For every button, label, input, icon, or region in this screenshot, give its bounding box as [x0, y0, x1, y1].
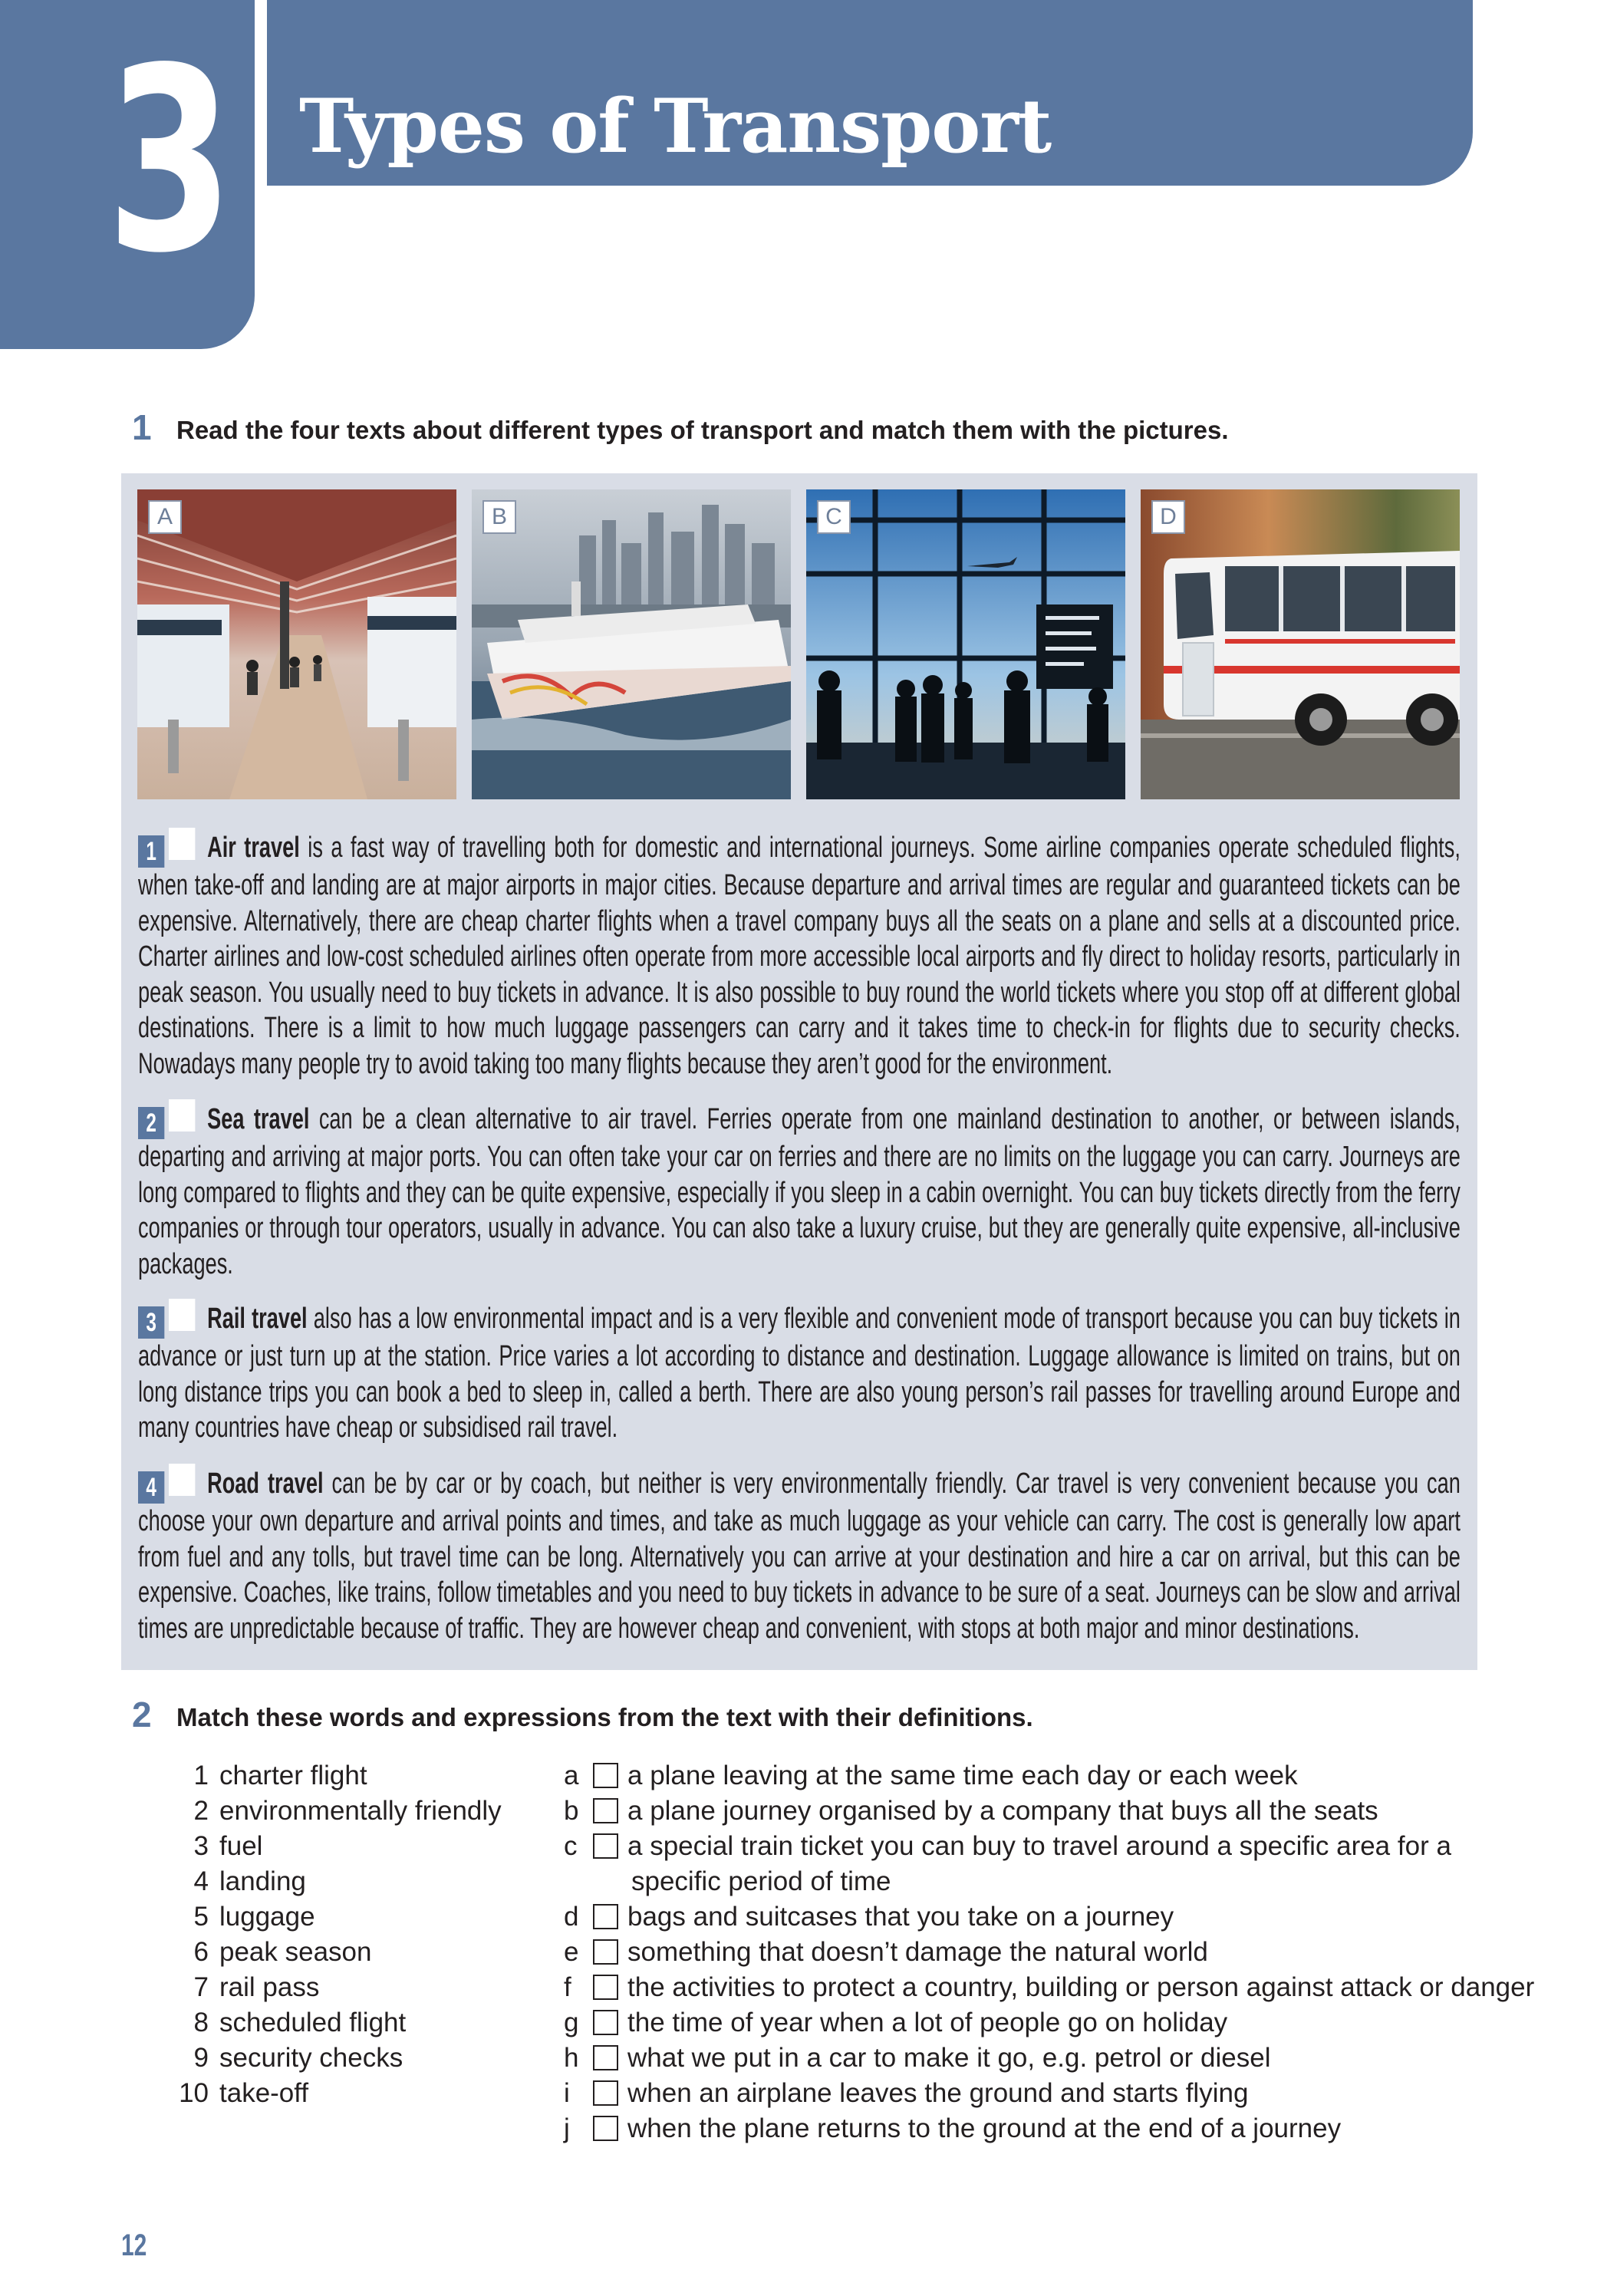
answer-checkbox[interactable]	[593, 1798, 618, 1823]
text-4-number: 4	[138, 1471, 164, 1504]
answer-checkbox[interactable]	[593, 2010, 618, 2035]
page-number: 12	[121, 2228, 147, 2262]
picture-label-c: C	[817, 500, 851, 534]
text-1-answer-box[interactable]	[169, 828, 195, 860]
coach-image	[1141, 489, 1460, 799]
answer-checkbox[interactable]	[593, 1763, 618, 1788]
text-1-keyword: Air travel	[207, 832, 300, 864]
answer-checkbox[interactable]	[593, 2045, 618, 2070]
text-2-body: can be a clean alternative to air travel. Ferries operate from one mainland destination to another, or between islands, departing and arriving at major ports. You can often take your car on ferries and there are no limits on the luggage you can carry. Journeys are long compared to flights and they can be quite expensive, especially if you sleep in a cabin overnight. You can buy tickets directly from the ferry companies or through tour operators, usually in advance. You can also take a luxury cruise, but they are generally quite expensive, all-inclusive packages.	[138, 1103, 1461, 1280]
text-4	[138, 1464, 1461, 1646]
station-image	[137, 489, 456, 799]
answer-checkbox[interactable]	[593, 2116, 618, 2141]
answer-checkbox[interactable]	[593, 1833, 618, 1859]
picture-a	[137, 489, 456, 799]
picture-label-d: D	[1151, 500, 1185, 534]
answer-checkbox[interactable]	[593, 1904, 618, 1929]
word-item: 8 scheduled flight	[193, 2008, 407, 2037]
picture-c	[806, 489, 1125, 799]
text-3-answer-box[interactable]	[169, 1299, 195, 1331]
answer-checkbox[interactable]	[593, 2080, 618, 2106]
text-2	[138, 1099, 1461, 1282]
unit-title: Types of Transport	[299, 83, 1052, 170]
definition-item: g the time of year when a lot of people go on holiday	[564, 2008, 1228, 2037]
word-item: 5 luggage	[193, 1902, 315, 1932]
definition-item: f the activities to protect a country, building or person against attack or danger	[564, 1972, 1535, 2002]
exercise-1-instruction: Read the four texts about different types of transport and match them with the pictures.	[176, 416, 1229, 444]
definition-item: d bags and suitcases that you take on a journey	[564, 1902, 1174, 1932]
exercise-2-instruction: Match these words and expressions from the text with their definitions.	[176, 1703, 1033, 1731]
exercise-1-number: 1	[132, 407, 152, 447]
word-item: 3 fuel	[193, 1831, 263, 1861]
answer-checkbox[interactable]	[593, 1975, 618, 2000]
definition-item: i when an airplane leaves the ground and starts flying	[564, 2078, 1249, 2108]
airport-image	[806, 489, 1125, 799]
word-item: 10 take-off	[179, 2078, 309, 2108]
word-item: 1 charter flight	[193, 1761, 367, 1790]
text-3	[138, 1299, 1461, 1446]
definition-item: b a plane journey organised by a company that buys all the seats	[564, 1796, 1378, 1826]
word-item: 9 security checks	[193, 2043, 403, 2073]
definition-item: e something that doesn’t damage the natural world	[564, 1937, 1208, 1967]
ship-image	[472, 489, 791, 799]
picture-d	[1141, 489, 1460, 799]
word-item: 2 environmentally friendly	[193, 1796, 502, 1826]
text-1-number: 1	[138, 835, 164, 868]
definition-continuation: specific period of time	[631, 1866, 891, 1896]
picture-label-a: A	[148, 500, 182, 534]
text-2-answer-box[interactable]	[169, 1099, 195, 1132]
definition-item: c a special train ticket you can buy to travel around a specific area for a	[564, 1831, 1451, 1861]
text-4-answer-box[interactable]	[169, 1464, 195, 1496]
unit-number: 3	[107, 14, 229, 308]
picture-label-b: B	[482, 500, 516, 534]
text-3-number: 3	[138, 1306, 164, 1339]
answer-checkbox[interactable]	[593, 1939, 618, 1965]
definition-item: h what we put in a car to make it go, e.g. petrol or diesel	[564, 2043, 1271, 2073]
picture-b	[472, 489, 791, 799]
exercise-2-number: 2	[132, 1695, 152, 1734]
text-2-keyword: Sea travel	[207, 1103, 310, 1135]
text-4-body: can be by car or by coach, but neither is very environmentally friendly. Car travel is very convenient because you can choose your own departure and arrival points and times, and take as much luggage as your vehicle can carry. The cost is generally low apart from fuel and any tolls, but travel time can be long. Alternatively you can arrive at your destination and hire a car on arrival, but this can be expensive. Coaches, like trains, follow timetables and you need to buy tickets in advance to be sure of a seat. Journeys can be slow and arrival times are unpredictable because of traffic. They are however cheap and convenient, with stops at both major and minor destinations.	[138, 1468, 1461, 1645]
word-item: 4 landing	[193, 1866, 306, 1896]
text-2-number: 2	[138, 1107, 164, 1139]
word-item: 7 rail pass	[193, 1972, 320, 2002]
text-1	[138, 828, 1461, 1082]
text-3-keyword: Rail travel	[207, 1303, 308, 1335]
text-3-body: also has a low environmental impact and is a very flexible and convenient mode of transport because you can buy tickets in advance or just turn up at the station. Price varies a lot according to distance and destination. Luggage allowance is limited on trains, but on long distance trips you can book a bed to sleep in, called a berth. There are also young person’s rail passes for travelling around Europe and many countries have cheap or subsidised rail travel.	[138, 1303, 1461, 1444]
definition-item: j when the plane returns to the ground at the end of a journey	[564, 2113, 1342, 2143]
word-item: 6 peak season	[193, 1937, 372, 1967]
definition-item: a a plane leaving at the same time each day or each week	[564, 1761, 1298, 1790]
text-4-keyword: Road travel	[207, 1468, 324, 1500]
text-1-body: is a fast way of travelling both for domestic and international journeys. Some airline companies operate scheduled flights, when take-off and landing are at major airports in major cities. Because departure and arrival times are regular and guaranteed tickets can be expensive. Alternatively, there are cheap charter flights when a travel company buys all the seats on a plane and sells at a discounted price. Charter airlines and low-cost scheduled airlines often operate from more accessible local airports and fly direct to holiday resorts, particularly in peak season. You usually need to buy tickets in advance. It is also possible to buy round the world tickets where you stop off at different global destinations. There is a limit to how much luggage passengers can carry and it takes time to check-in for flights due to security checks. Nowadays many people try to avoid taking too many flights because they aren’t good for the environment.	[138, 832, 1461, 1080]
